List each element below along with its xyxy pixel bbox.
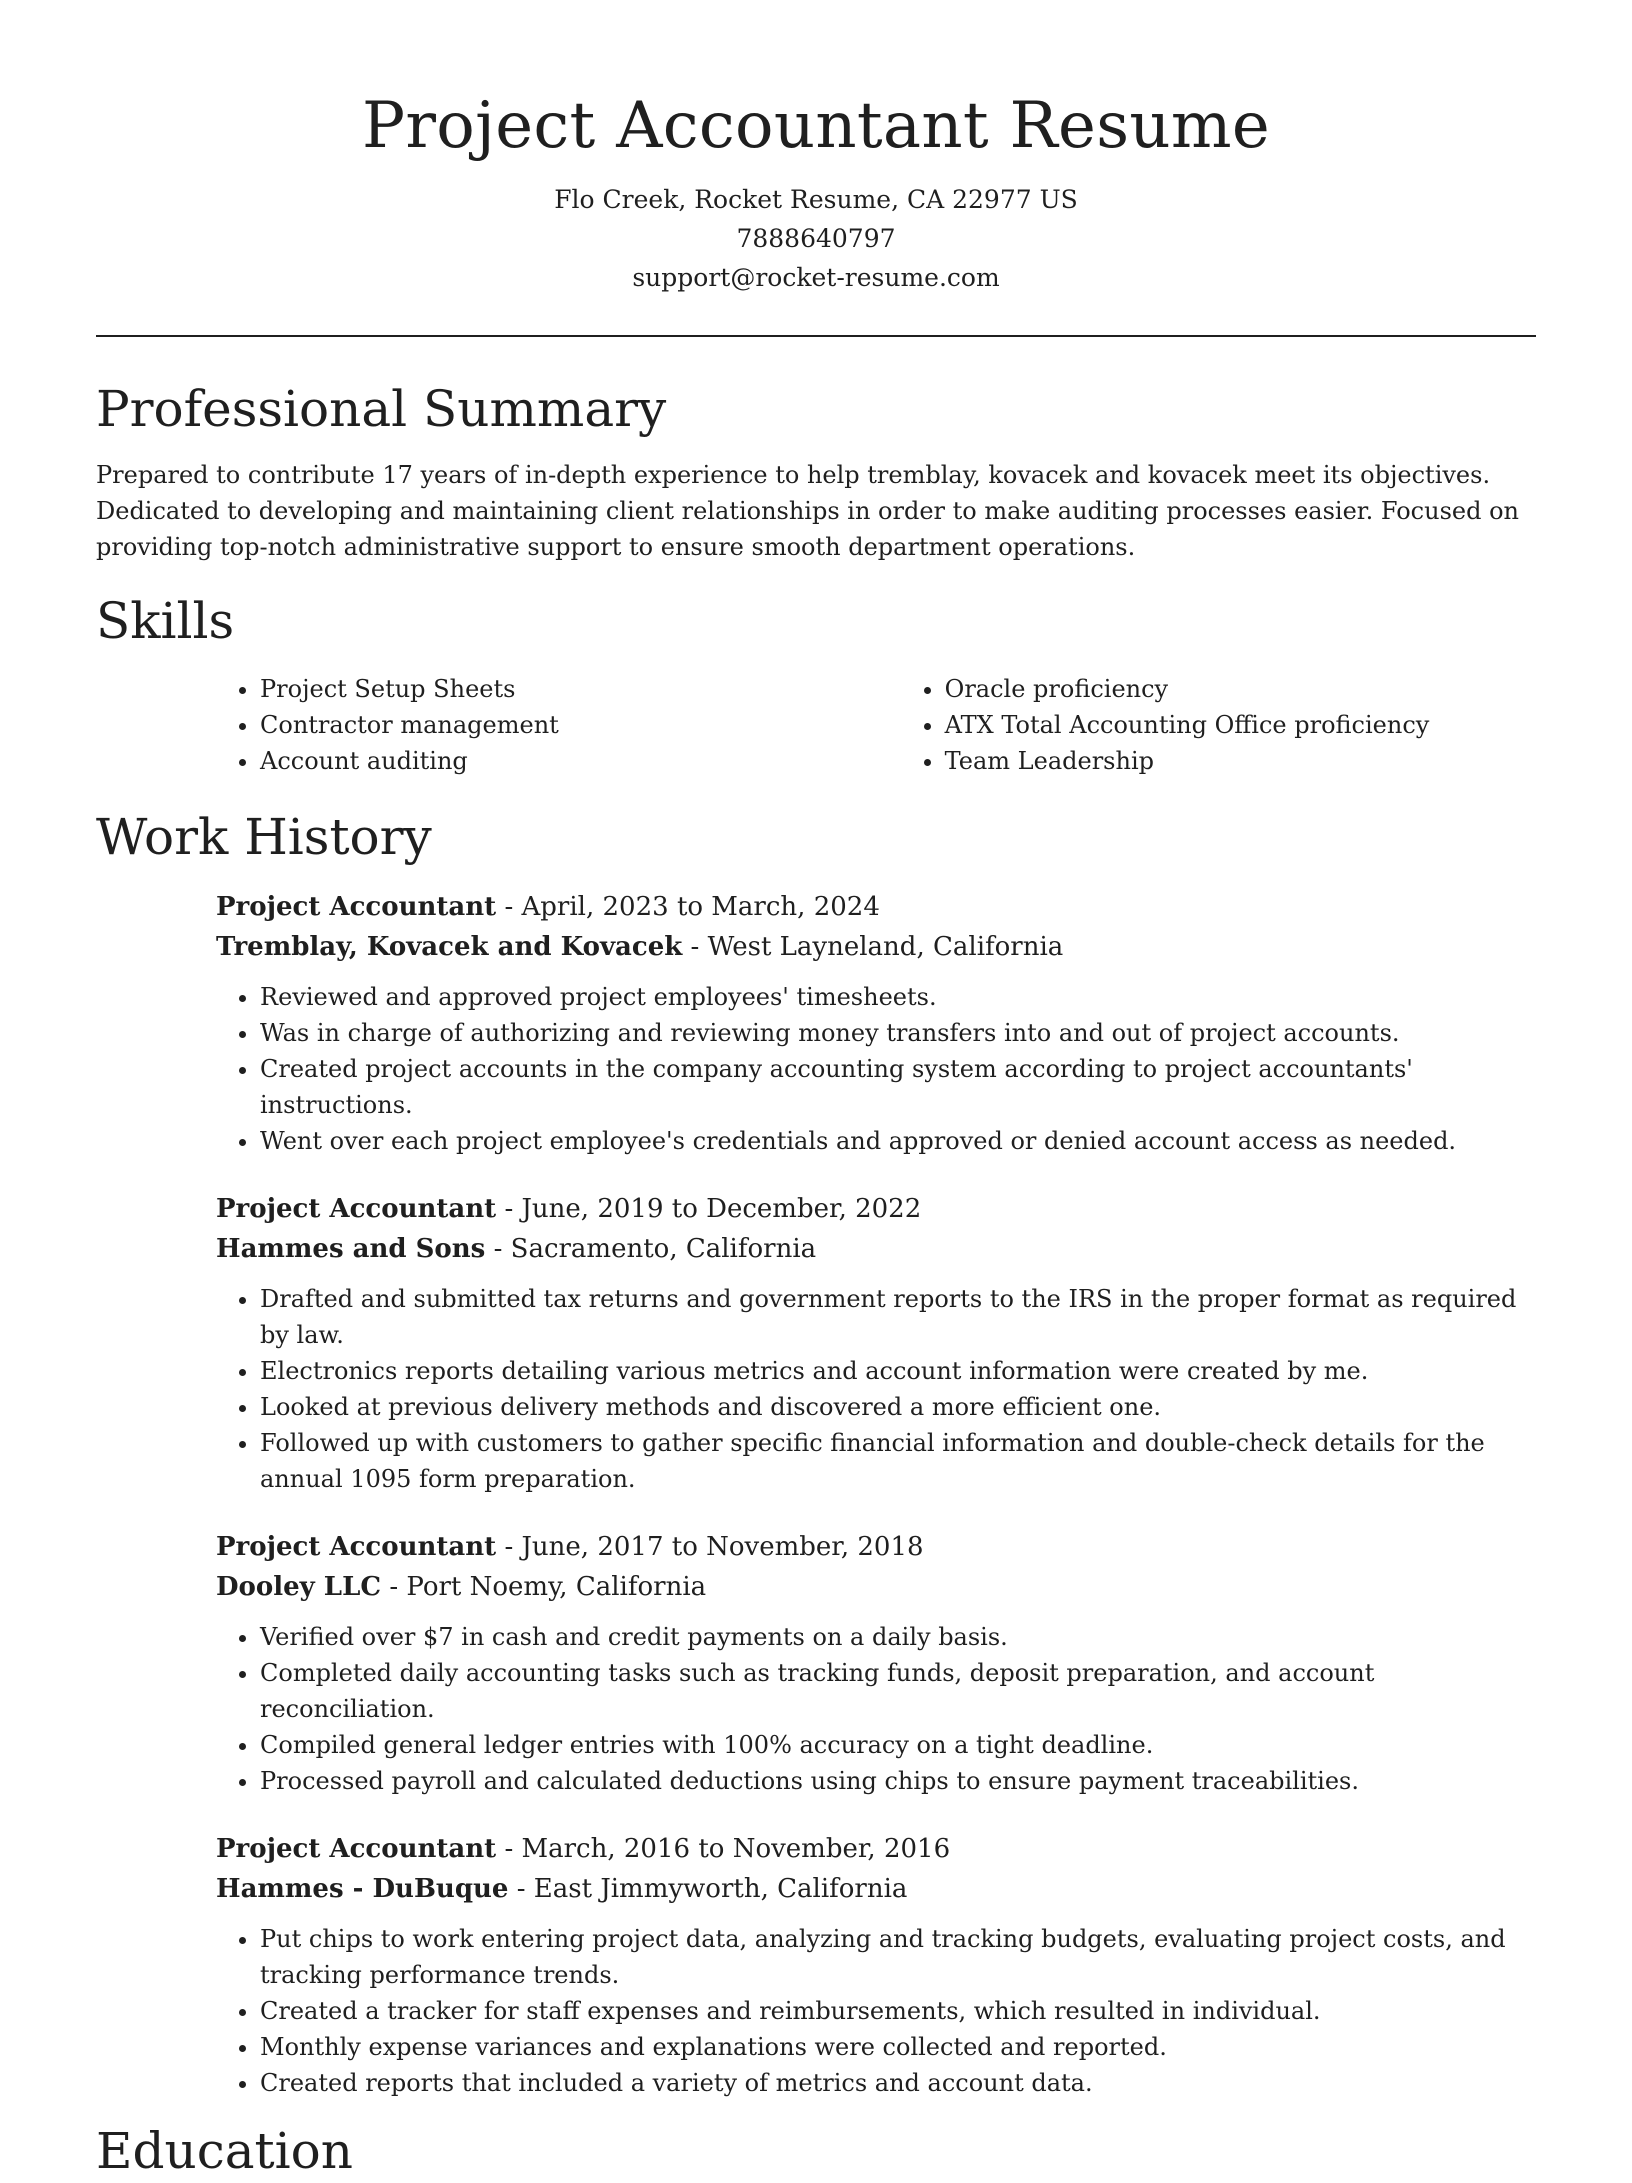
skill-item: • Contractor management: [260, 707, 901, 743]
education-heading: Education: [96, 2122, 353, 2180]
contact-email: support@rocket-resume.com: [632, 263, 1000, 292]
job-title-line: [216, 887, 1536, 927]
resume-header: [96, 0, 1536, 297]
resume-title: Project Accountant Resume: [361, 89, 1271, 163]
job-company: Dooley LLC: [216, 1572, 382, 1602]
job-title: Project Accountant: [216, 892, 497, 922]
job-company-line: [216, 1229, 1536, 1269]
contact-block: [96, 180, 1536, 297]
summary-text: Prepared to contribute 17 years of in-depth experience to help tremblay, kovacek and kovacek meet its objectives. Dedicated to developing and maintaining client relationships in order to make auditing processes easier. Focused on providing top-notch administrative support to ensure smooth department operations.: [96, 461, 1519, 561]
skill-item: • Oracle proficiency: [945, 671, 1536, 707]
skill-item: • ATX Total Accounting Office proficiency: [945, 707, 1536, 743]
job-title-line: [216, 1829, 1536, 1869]
job-title: Project Accountant: [216, 1834, 497, 1864]
job-bullet: • Compiled general ledger entries with 100% accuracy on a tight deadline.: [260, 1727, 1536, 1763]
job-bullets: [216, 1921, 1536, 2101]
job-dates: - March, 2016 to November, 2016: [496, 1834, 951, 1864]
job-bullet: • Processed payroll and calculated deductions using chips to ensure payment traceabilities.: [260, 1763, 1536, 1799]
skills-left-list: [216, 671, 901, 779]
job-entry: [216, 1829, 1536, 2101]
job-location: - Sacramento, California: [485, 1234, 817, 1264]
job-bullet: • Put chips to work entering project data, analyzing and tracking budgets, evaluating project costs, and tracking performance trends.: [260, 1921, 1536, 1993]
skills-heading: Skills: [96, 592, 235, 650]
job-title: Project Accountant: [216, 1194, 497, 1224]
job-company-line: [216, 927, 1536, 967]
job-bullet: • Created project accounts in the company accounting system according to project accountants' instructions.: [260, 1051, 1536, 1123]
job-bullet: • Looked at previous delivery methods and discovered a more efficient one.: [260, 1389, 1536, 1425]
job-bullet: • Followed up with customers to gather specific financial information and double-check details for the annual 1095 form preparation.: [260, 1425, 1536, 1497]
skills-columns: [216, 671, 1536, 779]
job-bullet: • Created reports that included a variety of metrics and account data.: [260, 2065, 1536, 2101]
job-bullet: • Reviewed and approved project employees' timesheets.: [260, 979, 1536, 1015]
job-entry: [216, 1527, 1536, 1799]
skills-section: [96, 589, 1536, 779]
job-company: Tremblay, Kovacek and Kovacek: [216, 932, 683, 962]
header-divider: [96, 335, 1536, 337]
job-bullet: • Was in charge of authorizing and reviewing money transfers into and out of project accounts.: [260, 1015, 1536, 1051]
work-history-heading: Work History: [96, 808, 432, 866]
summary-section: [96, 377, 1536, 565]
job-location: - West Layneland, California: [682, 932, 1064, 962]
job-bullet: • Completed daily accounting tasks such as tracking funds, deposit preparation, and account reconciliation.: [260, 1655, 1536, 1727]
job-company: Hammes - DuBuque: [216, 1874, 509, 1904]
job-bullet: • Drafted and submitted tax returns and government reports to the IRS in the proper format as required by law.: [260, 1281, 1536, 1353]
job-bullets: [216, 979, 1536, 1159]
education-section: [96, 2119, 1536, 2183]
resume-page: [96, 0, 1536, 2183]
job-bullet: • Created a tracker for staff expenses and reimbursements, which resulted in individual.: [260, 1993, 1536, 2029]
skill-item: • Account auditing: [260, 743, 901, 779]
skills-right-list: [901, 671, 1536, 779]
job-company-line: [216, 1869, 1536, 1909]
job-title: Project Accountant: [216, 1532, 497, 1562]
job-bullets: [216, 1619, 1536, 1799]
contact-phone: 7888640797: [736, 224, 896, 253]
job-bullet: • Went over each project employee's credentials and approved or denied account access as needed.: [260, 1123, 1536, 1159]
job-company-line: [216, 1567, 1536, 1607]
summary-heading: Professional Summary: [96, 380, 667, 438]
job-location: - Port Noemy, California: [381, 1572, 707, 1602]
job-dates: - June, 2017 to November, 2018: [496, 1532, 924, 1562]
job-title-line: [216, 1189, 1536, 1229]
job-company: Hammes and Sons: [216, 1234, 486, 1264]
job-bullet: • Electronics reports detailing various metrics and account information were created by me.: [260, 1353, 1536, 1389]
skill-item: • Team Leadership: [945, 743, 1536, 779]
job-bullets: [216, 1281, 1536, 1497]
job-dates: - June, 2019 to December, 2022: [496, 1194, 922, 1224]
job-location: - East Jimmyworth, California: [508, 1874, 908, 1904]
work-history-section: [96, 805, 1536, 2101]
job-entry: [216, 887, 1536, 1159]
skill-item: • Project Setup Sheets: [260, 671, 901, 707]
job-bullet: • Monthly expense variances and explanations were collected and reported.: [260, 2029, 1536, 2065]
job-dates: - April, 2023 to March, 2024: [496, 892, 880, 922]
job-entry: [216, 1189, 1536, 1497]
job-title-line: [216, 1527, 1536, 1567]
job-bullet: • Verified over $7 in cash and credit payments on a daily basis.: [260, 1619, 1536, 1655]
contact-address: Flo Creek, Rocket Resume, CA 22977 US: [554, 185, 1078, 214]
